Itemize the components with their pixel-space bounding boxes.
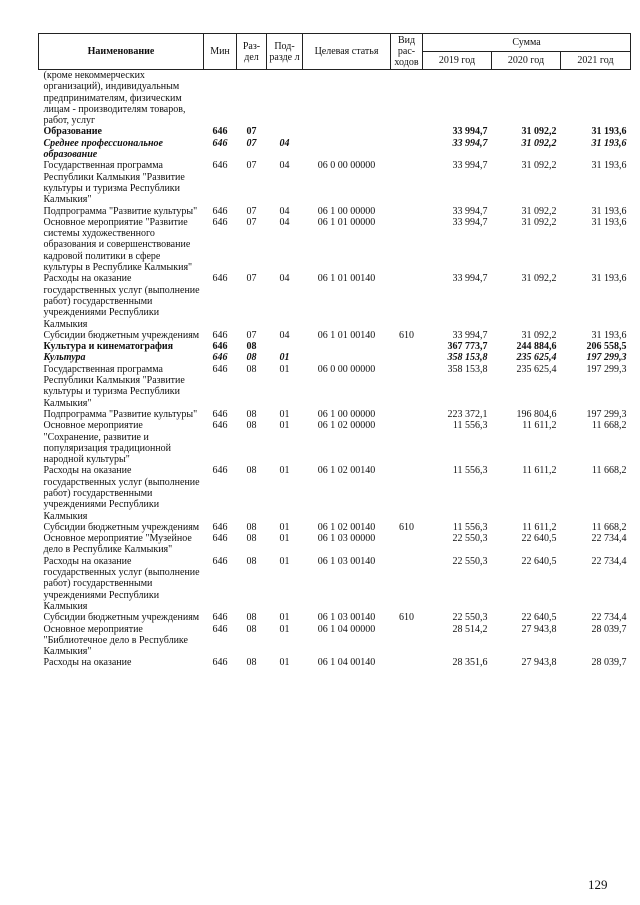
row-vid bbox=[391, 533, 423, 556]
row-2021: 31 193,6 bbox=[591, 160, 627, 172]
row-min: 646 bbox=[212, 341, 228, 353]
row-2020: 31 092,2 bbox=[521, 329, 557, 341]
row-min: 646 bbox=[212, 521, 228, 533]
header-name: Наименование bbox=[39, 34, 204, 70]
row-vid bbox=[391, 352, 423, 363]
row-2021: 206 558,5 bbox=[586, 341, 627, 353]
row-min: 646 bbox=[212, 533, 228, 545]
table-row bbox=[39, 409, 631, 420]
row-razdel: 08 bbox=[246, 420, 257, 432]
row-name: Образование bbox=[43, 126, 102, 138]
row-2019: 22 550,3 bbox=[452, 555, 488, 567]
row-min: 646 bbox=[212, 137, 228, 149]
row-vid bbox=[391, 273, 423, 329]
row-name: Расходы на оказание государственных услуг (выполнение работ) государственными учреждениями Республики Калмыкия bbox=[43, 465, 200, 522]
header-vid: Вид рас- ходов bbox=[391, 34, 423, 70]
row-2021: 197 299,3 bbox=[586, 352, 627, 364]
row-vid: 610 bbox=[399, 521, 414, 533]
row-celevaya: 06 1 01 00000 bbox=[317, 216, 376, 228]
row-2019: 33 994,7 bbox=[452, 160, 488, 172]
table-row bbox=[39, 70, 631, 127]
row-podrazdel: 01 bbox=[279, 408, 290, 420]
row-celevaya: 06 1 01 00140 bbox=[317, 273, 376, 285]
row-2020: 31 092,2 bbox=[521, 137, 557, 149]
row-podrazdel: 01 bbox=[279, 657, 290, 669]
row-celevaya: 06 1 03 00140 bbox=[317, 612, 376, 624]
row-2019: 33 994,7 bbox=[452, 126, 488, 138]
table-row bbox=[39, 522, 631, 533]
row-2021: 197 299,3 bbox=[586, 363, 627, 375]
row-2019: 358 153,8 bbox=[447, 352, 488, 364]
row-2020: 31 092,2 bbox=[521, 126, 557, 138]
row-2020: 22 640,5 bbox=[521, 555, 557, 567]
row-2020: 11 611,2 bbox=[522, 420, 557, 432]
row-celevaya: 06 0 00 00000 bbox=[317, 363, 376, 375]
table-row bbox=[39, 330, 631, 341]
row-podrazdel: 01 bbox=[279, 533, 290, 545]
row-name: Государственная программа Республики Калмыкия "Развитие культуры и туризма Республики Калмыкия" bbox=[43, 363, 185, 409]
row-celevaya bbox=[303, 126, 391, 137]
row-min: 646 bbox=[212, 363, 228, 375]
row-2019: 28 351,6 bbox=[452, 657, 488, 669]
row-podrazdel: 04 bbox=[279, 329, 290, 341]
row-2021 bbox=[561, 70, 631, 127]
row-2020 bbox=[492, 70, 561, 127]
row-2020: 31 092,2 bbox=[521, 273, 557, 285]
row-2021: 22 734,4 bbox=[591, 555, 627, 567]
row-min: 646 bbox=[212, 657, 228, 669]
row-min: 646 bbox=[212, 273, 228, 285]
row-2021: 31 193,6 bbox=[591, 205, 627, 217]
row-name: (кроме некоммерческих организаций), индивидуальным предпринимателям, физическим лицам - производителям товаров, работ, услуг bbox=[43, 70, 186, 127]
row-vid bbox=[391, 138, 423, 161]
row-celevaya: 06 1 04 00000 bbox=[317, 623, 376, 635]
row-2019: 11 556,3 bbox=[452, 465, 488, 477]
row-podrazdel: 01 bbox=[279, 623, 290, 635]
row-2019: 11 556,3 bbox=[452, 521, 488, 533]
row-razdel: 07 bbox=[246, 137, 257, 149]
row-razdel: 08 bbox=[246, 657, 257, 669]
row-2019: 367 773,7 bbox=[447, 341, 488, 353]
row-2021: 31 193,6 bbox=[591, 137, 627, 149]
table-row bbox=[39, 217, 631, 273]
row-2019: 33 994,7 bbox=[452, 205, 488, 217]
row-2019: 11 556,3 bbox=[452, 420, 488, 432]
row-name: Подпрограмма "Развитие культуры" bbox=[43, 408, 198, 420]
row-podrazdel: 01 bbox=[279, 363, 290, 375]
row-2019: 223 372,1 bbox=[447, 408, 488, 420]
row-2020: 235 625,4 bbox=[516, 352, 557, 364]
row-razdel: 08 bbox=[246, 555, 257, 567]
row-name: Расходы на оказание bbox=[43, 657, 132, 669]
row-celevaya: 06 1 02 00140 bbox=[317, 521, 376, 533]
header-summa: Сумма bbox=[423, 34, 631, 52]
row-min: 646 bbox=[212, 160, 228, 172]
row-min bbox=[204, 70, 237, 127]
row-vid bbox=[391, 420, 423, 465]
row-vid bbox=[391, 364, 423, 409]
row-2020: 31 092,2 bbox=[521, 160, 557, 172]
row-2020: 22 640,5 bbox=[521, 533, 557, 545]
table-row bbox=[39, 341, 631, 352]
row-name: Основное мероприятие "Развитие системы художественного образования и совершенствование кадровой политики в сфере культуры в Республике Калмыкия" bbox=[43, 216, 193, 274]
row-min: 646 bbox=[212, 126, 228, 138]
row-podrazdel: 01 bbox=[279, 612, 290, 624]
table-row bbox=[39, 556, 631, 612]
budget-table bbox=[38, 33, 631, 669]
row-2021: 31 193,6 bbox=[591, 126, 627, 138]
row-min: 646 bbox=[212, 612, 228, 624]
row-2019 bbox=[423, 70, 492, 127]
row-podrazdel: 04 bbox=[279, 160, 290, 172]
row-celevaya: 06 0 00 00000 bbox=[317, 160, 376, 172]
row-vid bbox=[391, 217, 423, 273]
row-min: 646 bbox=[212, 408, 228, 420]
row-name: Основное мероприятие "Музейное дело в Республике Калмыкия" bbox=[43, 533, 192, 556]
table-row bbox=[39, 465, 631, 521]
row-name: Субсидии бюджетным учреждениям bbox=[43, 329, 200, 341]
row-razdel: 07 bbox=[246, 205, 257, 217]
header-min: Мин bbox=[204, 34, 237, 70]
row-celevaya bbox=[303, 352, 391, 363]
row-razdel: 08 bbox=[246, 363, 257, 375]
table-body bbox=[39, 70, 631, 669]
table-row bbox=[39, 126, 631, 137]
row-name: Расходы на оказание государственных услуг (выполнение работ) государственными учреждениями Республики Калмыкия bbox=[43, 555, 200, 612]
row-min: 646 bbox=[212, 205, 228, 217]
row-podrazdel: 04 bbox=[279, 137, 290, 149]
row-name: Основное мероприятие "Библиотечное дело в Республике Калмыкия" bbox=[43, 623, 188, 658]
row-vid bbox=[391, 556, 423, 612]
row-2019: 22 550,3 bbox=[452, 612, 488, 624]
row-podrazdel bbox=[267, 70, 303, 127]
row-celevaya: 06 1 04 00140 bbox=[317, 657, 376, 669]
row-min: 646 bbox=[212, 623, 228, 635]
row-2020: 235 625,4 bbox=[516, 363, 557, 375]
row-min: 646 bbox=[212, 216, 228, 228]
row-2021: 28 039,7 bbox=[591, 657, 627, 669]
row-2019: 33 994,7 bbox=[452, 137, 488, 149]
row-min: 646 bbox=[212, 555, 228, 567]
row-podrazdel: 04 bbox=[279, 273, 290, 285]
table-row bbox=[39, 657, 631, 668]
row-razdel: 07 bbox=[246, 126, 257, 138]
row-name: Культура и кинематография bbox=[43, 341, 174, 353]
row-podrazdel: 01 bbox=[279, 521, 290, 533]
table-row bbox=[39, 352, 631, 363]
row-2021: 31 193,6 bbox=[591, 273, 627, 285]
row-vid bbox=[391, 160, 423, 205]
row-name: Основное мероприятие "Сохранение, развитие и популяризация традиционной народной культуры" bbox=[43, 420, 172, 466]
row-celevaya: 06 1 01 00140 bbox=[317, 329, 376, 341]
row-razdel bbox=[237, 70, 267, 127]
table-row bbox=[39, 206, 631, 217]
row-podrazdel: 04 bbox=[279, 205, 290, 217]
header-2021: 2021 год bbox=[561, 52, 631, 70]
row-2020: 11 611,2 bbox=[522, 465, 557, 477]
row-razdel: 07 bbox=[246, 216, 257, 228]
row-vid bbox=[391, 657, 423, 668]
row-2021: 11 668,2 bbox=[591, 465, 627, 477]
row-podrazdel: 01 bbox=[279, 420, 290, 432]
row-2021: 22 734,4 bbox=[591, 612, 627, 624]
table-row bbox=[39, 160, 631, 205]
row-vid bbox=[391, 70, 423, 127]
row-2020: 27 943,8 bbox=[521, 623, 557, 635]
row-razdel: 07 bbox=[246, 273, 257, 285]
row-vid: 610 bbox=[399, 612, 414, 624]
row-name: Подпрограмма "Развитие культуры" bbox=[43, 205, 198, 217]
row-2020: 196 804,6 bbox=[516, 408, 557, 420]
row-podrazdel: 01 bbox=[279, 465, 290, 477]
row-podrazdel bbox=[267, 341, 303, 352]
table-row bbox=[39, 612, 631, 623]
row-razdel: 08 bbox=[246, 533, 257, 545]
row-2021: 28 039,7 bbox=[591, 623, 627, 635]
row-vid bbox=[391, 624, 423, 658]
row-2019: 33 994,7 bbox=[452, 273, 488, 285]
row-razdel: 08 bbox=[246, 612, 257, 624]
row-2020: 27 943,8 bbox=[521, 657, 557, 669]
row-2021: 31 193,6 bbox=[591, 216, 627, 228]
table-row bbox=[39, 364, 631, 409]
row-2019: 358 153,8 bbox=[447, 363, 488, 375]
row-celevaya bbox=[303, 70, 391, 127]
row-min: 646 bbox=[212, 329, 228, 341]
page-number: 129 bbox=[588, 877, 608, 892]
row-2019: 33 994,7 bbox=[452, 216, 488, 228]
row-2021: 11 668,2 bbox=[591, 420, 627, 432]
row-razdel: 08 bbox=[246, 341, 257, 353]
row-razdel: 08 bbox=[246, 521, 257, 533]
row-2021: 197 299,3 bbox=[586, 408, 627, 420]
row-celevaya: 06 1 00 00000 bbox=[317, 205, 376, 217]
row-name: Среднее профессиональное образование bbox=[43, 137, 163, 161]
row-vid: 610 bbox=[399, 329, 414, 341]
row-2019: 22 550,3 bbox=[452, 533, 488, 545]
table-row bbox=[39, 273, 631, 329]
row-razdel: 08 bbox=[246, 623, 257, 635]
row-2020: 11 611,2 bbox=[522, 521, 557, 533]
table-row bbox=[39, 420, 631, 465]
row-celevaya bbox=[303, 341, 391, 352]
row-name: Культура bbox=[43, 352, 86, 364]
row-celevaya: 06 1 02 00140 bbox=[317, 465, 376, 477]
row-2021: 31 193,6 bbox=[591, 329, 627, 341]
row-celevaya: 06 1 02 00000 bbox=[317, 420, 376, 432]
row-vid bbox=[391, 206, 423, 217]
row-celevaya: 06 1 03 00140 bbox=[317, 555, 376, 567]
row-2021: 22 734,4 bbox=[591, 533, 627, 545]
row-razdel: 08 bbox=[246, 408, 257, 420]
row-vid bbox=[391, 409, 423, 420]
header-podrazdel: Под- разде л bbox=[267, 34, 303, 70]
row-celevaya: 06 1 03 00000 bbox=[317, 533, 376, 545]
row-name: Субсидии бюджетным учреждениям bbox=[43, 612, 200, 624]
row-celevaya: 06 1 00 00000 bbox=[317, 408, 376, 420]
row-razdel: 07 bbox=[246, 329, 257, 341]
row-razdel: 07 bbox=[246, 160, 257, 172]
row-min: 646 bbox=[212, 465, 228, 477]
row-razdel: 08 bbox=[246, 465, 257, 477]
row-2019: 28 514,2 bbox=[452, 623, 488, 635]
row-min: 646 bbox=[212, 420, 228, 432]
header-celevaya: Целевая статья bbox=[303, 34, 391, 70]
row-2020: 244 884,6 bbox=[516, 341, 557, 353]
table-row bbox=[39, 624, 631, 658]
row-podrazdel: 01 bbox=[279, 352, 290, 364]
header-2019: 2019 год bbox=[423, 52, 492, 70]
table-row bbox=[39, 533, 631, 556]
row-celevaya bbox=[303, 138, 391, 161]
row-2019: 33 994,7 bbox=[452, 329, 488, 341]
row-podrazdel: 04 bbox=[279, 216, 290, 228]
row-vid bbox=[391, 465, 423, 521]
row-name: Расходы на оказание государственных услуг (выполнение работ) государственными учреждениями Республики Калмыкия bbox=[43, 273, 200, 330]
header-razdel: Раз- дел bbox=[237, 34, 267, 70]
row-2020: 31 092,2 bbox=[521, 205, 557, 217]
row-razdel: 08 bbox=[246, 352, 257, 364]
row-2020: 31 092,2 bbox=[521, 216, 557, 228]
table-row bbox=[39, 138, 631, 161]
row-name: Субсидии бюджетным учреждениям bbox=[43, 521, 200, 533]
row-2021: 11 668,2 bbox=[591, 521, 627, 533]
row-min: 646 bbox=[212, 352, 228, 364]
row-vid bbox=[391, 341, 423, 352]
row-podrazdel bbox=[267, 126, 303, 137]
table-header bbox=[39, 34, 631, 70]
row-name: Государственная программа Республики Калмыкия "Развитие культуры и туризма Республики Калмыкия" bbox=[43, 160, 185, 206]
row-podrazdel: 01 bbox=[279, 555, 290, 567]
header-2020: 2020 год bbox=[492, 52, 561, 70]
row-vid bbox=[391, 126, 423, 137]
row-2020: 22 640,5 bbox=[521, 612, 557, 624]
